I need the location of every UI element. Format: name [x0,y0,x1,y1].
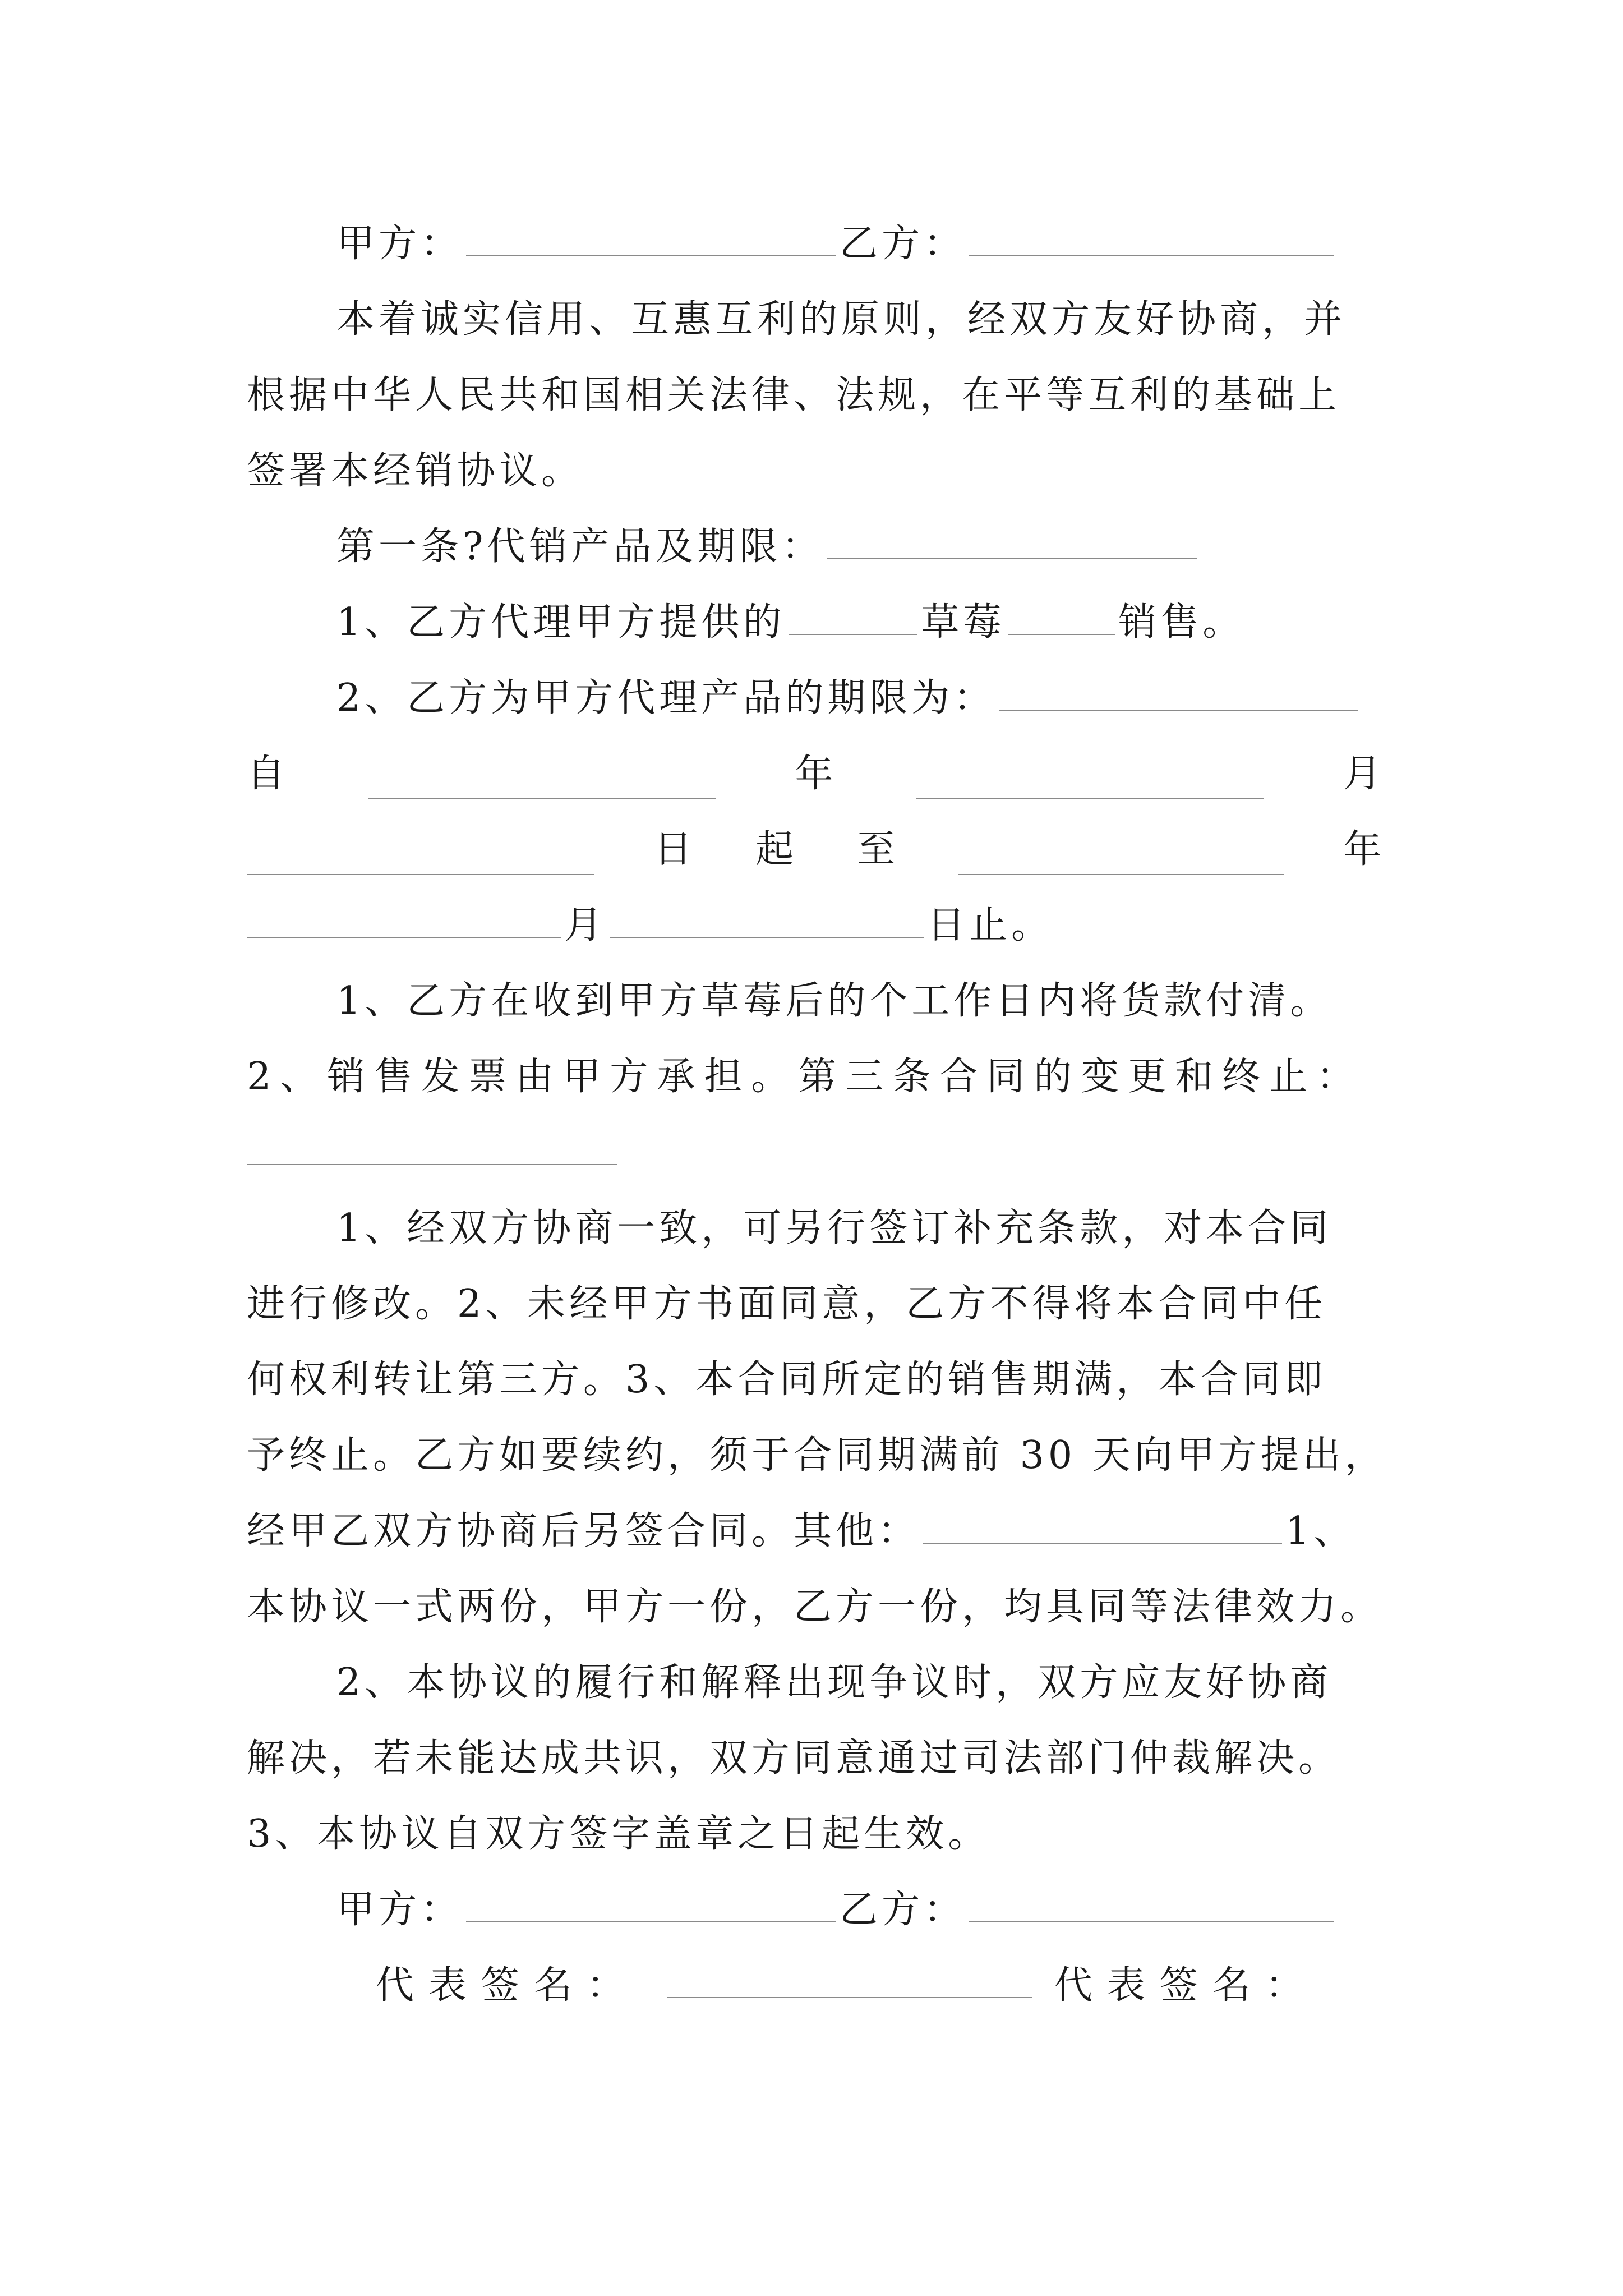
day-from-label: 日 [653,827,696,872]
item1-post: 销售。 [1118,600,1245,645]
to-year-blank [958,840,1284,875]
sig-party-a-blank [466,1888,836,1922]
year-label: 年 [795,752,837,796]
rep-b-label: 代表签名： [1054,1963,1318,2008]
to-month-blank [247,903,561,938]
parties-line-top [336,219,1385,269]
zhi-label: 至 [856,827,899,872]
article1-item1 [336,597,1385,648]
sig-party-b-blank [969,1888,1334,1922]
to-day-blank [610,903,924,938]
article3-line-6: 本协议一式两份，甲方一份，乙方一份，均具同等法律效力。 [247,1585,1383,1629]
item1-product: 草莓 [921,600,1006,645]
term-blank [999,676,1358,711]
closing-line-2: 解决，若未能达成共识，双方同意通过司法部门仲裁解决。 [247,1736,1341,1780]
closing-line-3: 3、本协议自双方签字盖章之日起生效。 [247,1812,990,1856]
article1-item2 [336,673,1385,724]
qi-label: 起 [755,827,797,872]
payment-line-1: 1、乙方在收到甲方草莓后的个工作日内将货款付清。 [336,979,1332,1023]
sig-party-a-label: 甲方： [336,1888,463,1932]
rep-a-blank [667,1963,1032,1998]
sig-party-b-label: 乙方： [840,1888,966,1932]
article1-title: 第一条?代销产品及期限： [336,524,824,569]
intro-line-2: 根据中华人民共和国相关法律、法规，在平等互利的基础上 [247,373,1341,417]
year2-label: 年 [1343,827,1385,872]
article1-blank [827,524,1197,559]
payment-blank-line [247,1128,1385,1178]
payment-line-2: 2、销售发票由甲方承担。第三条合同的变更和终止： [247,1055,1364,1099]
item1-pre: 1、乙方代理甲方提供的 [336,600,786,645]
from-month-blank [916,765,1264,799]
product-blank-right [1008,600,1115,635]
termination-blank [247,1130,617,1165]
intro-line-3: 签署本经销协议。 [247,449,584,493]
article3-line-5 [247,1506,1385,1557]
month2-label: 月 [564,903,607,947]
article3-line-1: 1、经双方协商一致，可另行签订补充条款，对本合同 [336,1206,1332,1250]
item2-text: 2、乙方为甲方代理产品的期限为： [336,676,996,720]
article3-line-2: 进行修改。2、未经甲方书面同意，乙方不得将本合同中任 [247,1282,1327,1326]
date-line-3 [247,900,1385,951]
product-blank-left [789,600,917,635]
party-a-blank [466,222,836,256]
date-line-2 [247,825,1385,875]
intro-line-1: 本着诚实信用、互惠互利的原则，经双方友好协商，并 [336,297,1347,342]
party-b-blank [969,222,1334,256]
article3-line-3: 何权利转让第三方。3、本合同所定的销售期满，本合同即 [247,1358,1327,1402]
line5-post: 1、 [1285,1509,1356,1553]
signature-parties-line [336,1885,1385,1935]
other-label: 经甲乙双方协商后另签合同。其他： [247,1509,920,1553]
rep-a-label: 代表签名： [376,1963,640,2008]
article1-title-line [336,522,1385,572]
article3-line-4: 予终止。乙方如要续约，须于合同期满前 30 天向甲方提出， [247,1433,1387,1478]
from-day-blank [247,840,594,875]
date-line-1 [247,749,1385,799]
closing-line-1: 2、本协议的履行和解释出现争议时，双方应友好协商 [336,1660,1332,1705]
party-a-label: 甲方： [336,222,463,266]
representative-line [376,1961,1385,2011]
date-from: 自 [247,752,289,796]
month-label: 月 [1343,752,1385,796]
from-year-blank [368,765,716,799]
day-end-label: 日止。 [927,903,1054,947]
party-b-label: 乙方： [840,222,966,266]
other-blank [923,1509,1282,1544]
